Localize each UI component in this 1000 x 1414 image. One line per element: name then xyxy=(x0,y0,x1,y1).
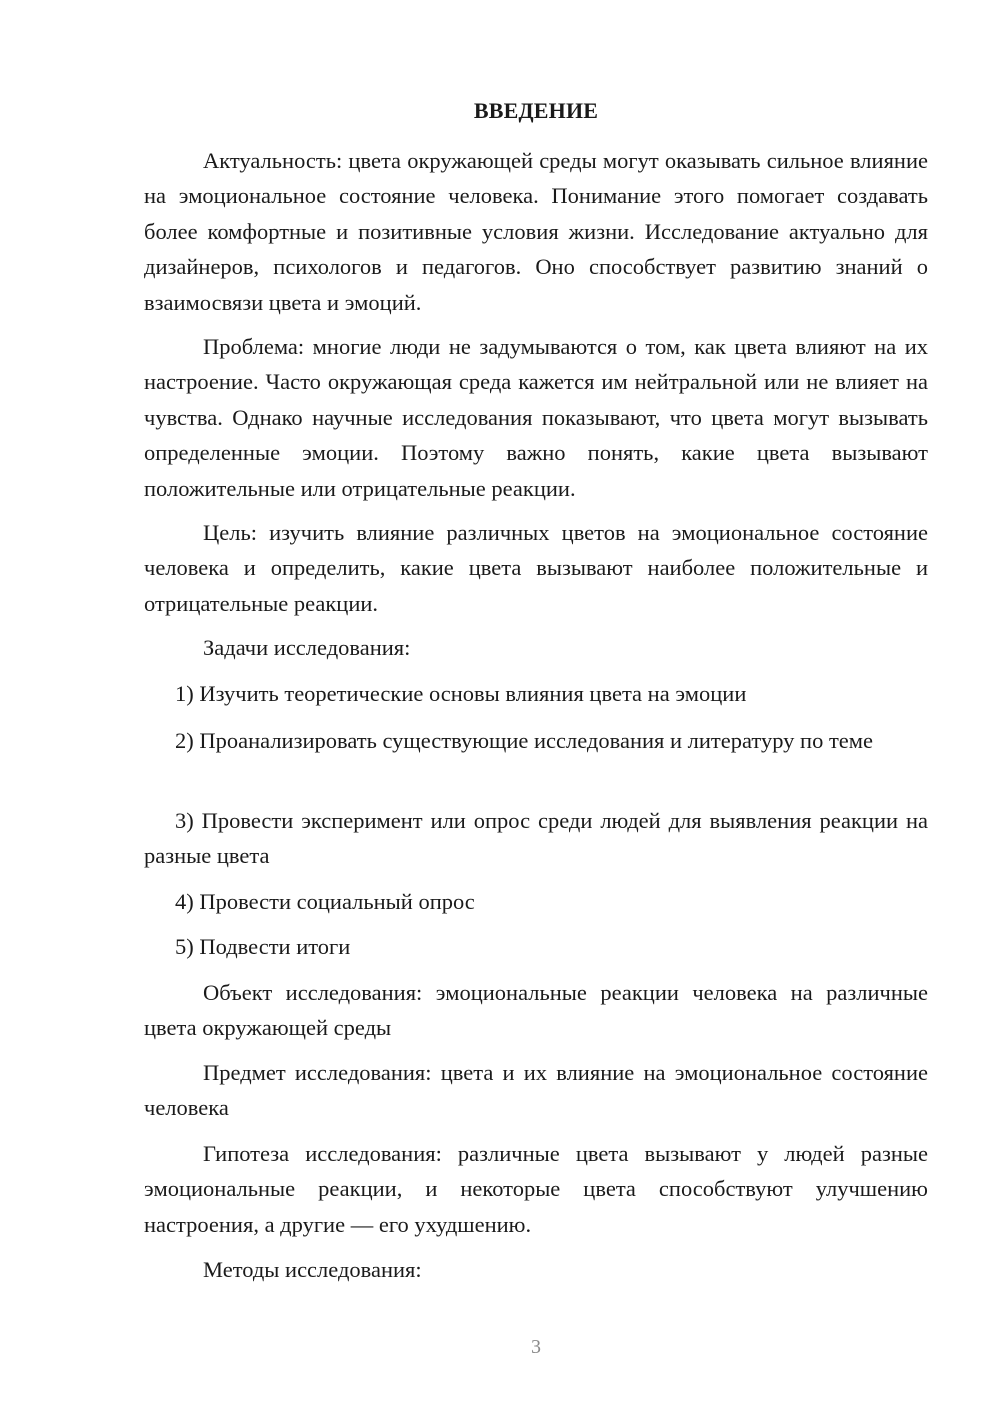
hypothesis-paragraph: Гипотеза исследования: различные цвета вызывают у людей разные эмоциональные реакции, и некоторые цвета способствуют улучшению настроения, а другие — его ухудшению. xyxy=(144,1141,928,1237)
relevance-paragraph: Актуальность: цвета окружающей среды могут оказывать сильное влияние на эмоциональное состояние человека. Понимание этого помогает создавать более комфортные и позитивные условия жизни. Исследование актуально для дизайнеров, психологов и педагогов. Оно способствует развитию знаний о взаимосвязи цвета и эмоций. xyxy=(144,148,928,315)
methods-heading: Методы исследования: xyxy=(203,1257,422,1282)
task-item: 5) Подвести итоги xyxy=(175,934,351,959)
task-item: 2) Проанализировать существующие исследования и литературу по теме xyxy=(175,728,873,753)
tasks-heading: Задачи исследования: xyxy=(203,635,411,660)
subject-paragraph: Предмет исследования: цвета и их влияние на эмоциональное состояние человека xyxy=(144,1060,928,1121)
object-paragraph: Объект исследования: эмоциональные реакции человека на различные цвета окружающей среды xyxy=(144,980,928,1041)
goal-paragraph: Цель: изучить влияние различных цветов на эмоциональное состояние человека и определить, какие цвета вызывают наиболее положительные и отрицательные реакции. xyxy=(144,520,928,616)
problem-paragraph: Проблема: многие люди не задумываются о том, как цвета влияют на их настроение. Часто окружающая среда кажется им нейтральной или не влияет на чувства. Однако научные исследования показывают, что цвета могут вызывать определенные эмоции. Поэтому важно понять, какие цвета вызывают положительные или отрицательные реакции. xyxy=(144,334,928,501)
page-number: 3 xyxy=(531,1336,541,1358)
task-item: 4) Провести социальный опрос xyxy=(175,889,475,914)
task-item: 3) Провести эксперимент или опрос среди людей для выявления реакции на разные цвета xyxy=(144,808,928,869)
task-item: 1) Изучить теоретические основы влияния цвета на эмоции xyxy=(175,681,747,706)
page-title: ВВЕДЕНИЕ xyxy=(473,98,599,123)
